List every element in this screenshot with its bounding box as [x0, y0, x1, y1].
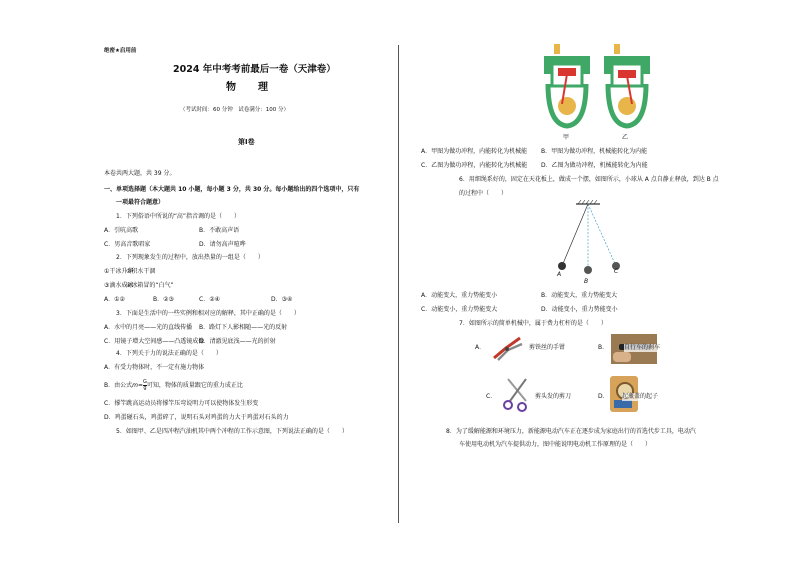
figure-label-yi: 乙	[622, 134, 629, 141]
q2-item-2: ②积水干涸	[126, 268, 156, 275]
exam-info: （考试时间：60 分钟 试卷满分：100 分）	[180, 107, 289, 113]
part-title: 第Ⅰ卷	[238, 138, 255, 146]
intro-text: 本卷共两大题，共 39 分。	[104, 170, 176, 177]
question-3: 3．下面是生活中的一些实例和相对应的解释，其中正确的是（ ）	[116, 310, 300, 317]
subject-title: 物 理	[226, 82, 274, 93]
q5-option-b: B．甲图为做功冲程，机械能转化为内能	[541, 148, 648, 155]
q7-option-a-letter: A．	[475, 344, 486, 351]
q3-option-a: A．水中的月亮——光的直线传播	[104, 324, 193, 331]
question-5: 5．如图甲、乙是四冲程汽油机其中两个冲程的工作示意图，下列说法正确的是（ ）	[116, 428, 348, 435]
exam-title: 2024 年中考考前最后一卷（天津卷）	[173, 64, 336, 75]
q7-option-d: 起瓶盖的起子	[622, 393, 659, 400]
figure-label-jia: 甲	[563, 134, 570, 141]
engine-yi	[604, 44, 650, 126]
q2-item-1: ①干冰升华	[104, 268, 134, 275]
q1-option-b: B．不敢高声语	[199, 227, 240, 234]
q6-option-c: C．动能变小，重力势能变大	[421, 306, 498, 313]
question-4: 4．下列关于力的说法正确的是（ ）	[116, 350, 222, 357]
q1-option-a: A．引吭高歌	[104, 227, 139, 234]
question-6: 6．用细绳系好的，固定在天花板上，做成一个摆，如图所示，小球从 A 点自静止释放，到达 B 点	[459, 176, 719, 183]
q3-option-d: D．清澈见底浅——光的折射	[199, 338, 276, 345]
q2-option-d: D．③④	[271, 296, 293, 303]
q3-option-b: B．路灯下人影相随——光的反射	[199, 324, 288, 331]
q2-option-b: B．②③	[153, 296, 174, 303]
q6-option-a: A．动能变大，重力势能变小	[421, 292, 498, 299]
q2-item-3: ③滴水成冰	[104, 282, 134, 289]
q2-option-a: A．①②	[104, 296, 125, 303]
q4-option-b: B．由公式m= $\frac{G}{g}$ 可知，物体的质量跟它的重力成正比	[104, 379, 243, 391]
q7-option-d-letter: D．	[598, 393, 609, 400]
question-1: 1．下列俗语中所说的“高”指音调的是（ ）	[116, 213, 241, 220]
q7-option-c: 剪头发的剪刀	[535, 393, 572, 400]
scissors-image	[500, 375, 534, 413]
question-8-cont: 车使用电动机为汽车提供动力，图中能说明电动机工作原理的是（ ）	[459, 441, 652, 448]
question-6-cont: 的过程中（ ）	[459, 190, 508, 197]
q4-option-d: D．鸡蛋碰石头，鸡蛋碎了，说明石头对鸡蛋的力大于鸡蛋对石头的力	[104, 414, 289, 421]
question-2: 2．下列现象发生的过程中，放出热量的一组是（ ）	[116, 254, 264, 261]
q4-option-a: A．有受力物体时，不一定有施力物体	[104, 364, 205, 371]
pendulum-label-b: B	[584, 278, 589, 285]
question-7: 7．如图所示的简单机械中，属于费力杠杆的是（ ）	[459, 320, 607, 327]
engine-jia	[544, 44, 590, 126]
q5-option-c: C．乙图为做功冲程，内能转化为机械能	[421, 162, 528, 169]
q5-option-d: D．乙图为做功冲程，机械能转化为内能	[541, 162, 648, 169]
q7-option-c-letter: C．	[486, 393, 497, 400]
pliers-image	[490, 334, 526, 362]
section1-heading: 一、单项选择题（本大题共 10 小题，每小题 3 分，共 30 分。每小题给出的四个选项中，只有	[104, 186, 360, 193]
q2-item-4: ④冰箱冒的“白气”	[126, 282, 174, 289]
section1-heading-cont: 一项最符合题意）	[116, 199, 165, 206]
q1-option-d: D．请勿高声喧哗	[199, 241, 246, 248]
q3-option-c: C．用镜子增大空间感——凸透镜成像	[104, 338, 205, 345]
q7-option-b: 自行车的刹车	[624, 344, 661, 351]
secret-label: 绝密★启用前	[104, 48, 137, 54]
q5-option-a: A．甲图为做功冲程，内能转化为机械能	[421, 148, 528, 155]
engine-diagram	[540, 44, 660, 144]
q7-option-b-letter: B．	[598, 344, 609, 351]
question-8: 8．为了缓解能源和环境压力，新能源电动汽车正在逐步成为家庭出行的首选代步工具，电动汽	[446, 428, 696, 435]
q7-option-a: 剪铁丝的手钳	[529, 344, 566, 351]
q6-option-d: D．动能变小，重力势能变小	[541, 306, 618, 313]
q4-option-c: C．撑竿跳高运动员将撑竿压弯说明力可以使物体发生形变	[104, 400, 259, 407]
q1-option-c: C．男高音歌唱家	[104, 241, 151, 248]
q6-option-b: B．动能变大，重力势能变大	[541, 292, 618, 299]
column-divider	[398, 45, 399, 523]
pendulum-label-c: C	[614, 268, 619, 275]
pendulum-label-a: A	[557, 271, 562, 278]
q2-option-c: C．②④	[199, 296, 220, 303]
formula-fraction: $\frac{G}{g}$	[143, 379, 147, 391]
